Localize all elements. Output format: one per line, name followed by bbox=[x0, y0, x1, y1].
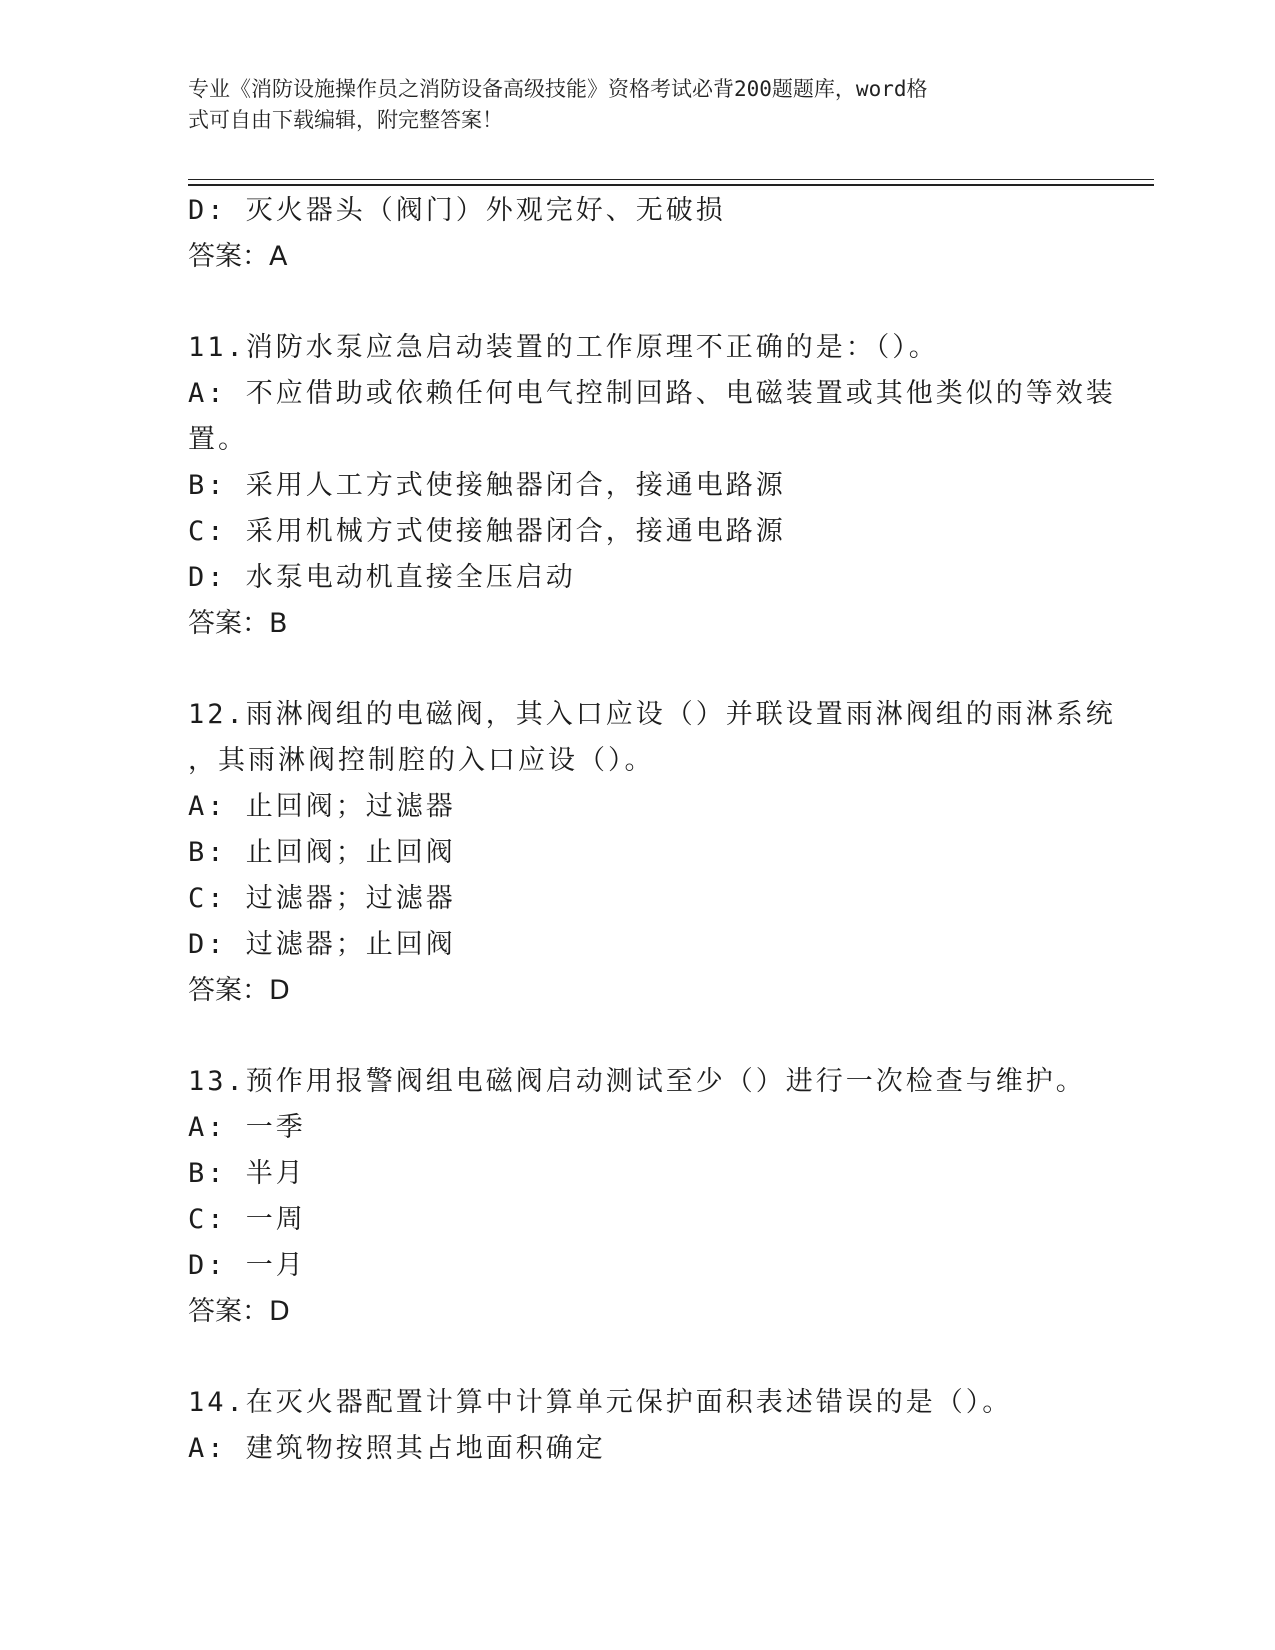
spacer bbox=[188, 647, 1088, 692]
spacer bbox=[188, 1335, 1088, 1380]
question-list bbox=[188, 188, 1116, 1472]
question-stem: 14.在灭火器配置计算中计算单元保护面积表述错误的是（）。 bbox=[188, 1387, 1013, 1418]
spacer bbox=[188, 1014, 1088, 1059]
option-c: C: 采用机械方式使接触器闭合，接通电路源 bbox=[188, 516, 786, 547]
header-rule-thin bbox=[188, 179, 1154, 180]
header-line-2: 式可自由下载编辑，附完整答案！ bbox=[188, 108, 503, 132]
answer-line: 答案：B bbox=[188, 608, 288, 639]
option-d: D: 水泵电动机直接全压启动 bbox=[188, 562, 576, 593]
option-d: D: 过滤器；止回阀 bbox=[188, 929, 456, 960]
question-block-11 bbox=[188, 325, 1116, 647]
option-a: A: 止回阀；过滤器 bbox=[188, 791, 456, 822]
option-a-continued: 置。 bbox=[188, 424, 248, 455]
document-header bbox=[188, 74, 1068, 136]
spacer bbox=[188, 280, 1088, 325]
answer-line: 答案：D bbox=[188, 975, 290, 1006]
option-a: A: 建筑物按照其占地面积确定 bbox=[188, 1433, 606, 1464]
header-rule-thick bbox=[188, 184, 1154, 186]
question-stem: 11.消防水泵应急启动装置的工作原理不正确的是：（）。 bbox=[188, 332, 939, 363]
answer-line: 答案：A bbox=[188, 241, 288, 272]
question-block-14 bbox=[188, 1380, 1088, 1472]
question-stem: 13.预作用报警阀组电磁阀启动测试至少（）进行一次检查与维护。 bbox=[188, 1066, 1086, 1097]
option-d: D: 灭火器头（阀门）外观完好、无破损 bbox=[188, 195, 726, 226]
option-c: C: 过滤器；过滤器 bbox=[188, 883, 456, 914]
answer-line: 答案：D bbox=[188, 1296, 290, 1327]
option-c: C: 一周 bbox=[188, 1204, 306, 1235]
option-d: D: 一月 bbox=[188, 1250, 306, 1281]
option-b: B: 采用人工方式使接触器闭合，接通电路源 bbox=[188, 470, 786, 501]
option-b: B: 止回阀；止回阀 bbox=[188, 837, 456, 868]
question-block-13 bbox=[188, 1059, 1088, 1335]
question-block-10 bbox=[188, 188, 1088, 280]
question-block-12 bbox=[188, 692, 1116, 1014]
question-stem-continued: ，其雨淋阀控制腔的入口应设（）。 bbox=[188, 745, 655, 776]
option-a: A: 不应借助或依赖任何电气控制回路、电磁装置或其他类似的等效装 bbox=[188, 378, 1116, 409]
option-a: A: 一季 bbox=[188, 1112, 306, 1143]
header-line-1: 专业《消防设施操作员之消防设备高级技能》资格考试必背200题题库，word格 bbox=[188, 77, 928, 101]
option-b: B: 半月 bbox=[188, 1158, 306, 1189]
question-stem: 12.雨淋阀组的电磁阀，其入口应设（）并联设置雨淋阀组的雨淋系统 bbox=[188, 699, 1116, 730]
